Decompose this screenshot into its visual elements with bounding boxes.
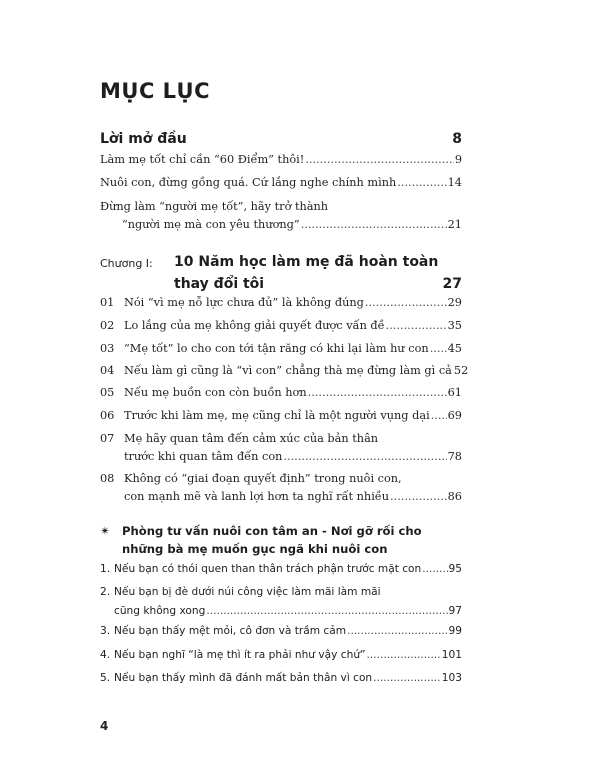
entry-title: Nói “vì mẹ nỗ lực chưa đủ” là không đúng — [124, 296, 364, 309]
toc-entry[interactable] — [100, 200, 462, 236]
entry-title-cont: “người mẹ mà con yêu thương” — [122, 218, 300, 231]
entry-number: 07 — [100, 432, 115, 445]
entry-page: 101 — [441, 649, 462, 661]
entry-page: 103 — [441, 672, 462, 684]
appendix-title-line2: những bà mẹ muốn gục ngã khi nuôi con — [122, 542, 388, 556]
entry-title: Đừng làm “người mẹ tốt”, hãy trở thành — [100, 200, 329, 213]
entry-page: 21 — [447, 218, 462, 231]
entry-title: “Mẹ tốt” lo cho con tới tận răng có khi lại làm hư con — [124, 342, 429, 355]
toc-entry[interactable] — [100, 563, 462, 582]
entry-title: Mẹ hãy quan tâm đến cảm xúc của bản thân — [124, 432, 379, 445]
appendix-title-line1: Phòng tư vấn nuôi con tâm an - Nơi gỡ rối cho — [122, 524, 422, 538]
entry-number: 08 — [100, 472, 115, 485]
entry-title: Nếu bạn bị đè dưới núi công việc làm mãi làm mãi — [114, 586, 381, 598]
entry-page: 95 — [448, 563, 462, 575]
entry-number: 1. — [100, 563, 111, 575]
entry-title: Làm mẹ tốt chỉ cần “60 Điểm” thôi! — [100, 153, 305, 166]
entry-title: Lo lắng của mẹ không giải quyết được vấn đề — [124, 319, 385, 332]
toc-entry[interactable] — [100, 472, 462, 508]
entry-page: 9 — [454, 153, 462, 166]
entry-number: 02 — [100, 319, 115, 332]
chapter-title-line1: 10 Năm học làm mẹ đã hoàn toàn — [174, 254, 439, 270]
entry-page: 35 — [447, 319, 462, 332]
leader-dots — [308, 386, 447, 399]
leader-dots — [386, 319, 447, 332]
entry-number: 01 — [100, 296, 115, 309]
page-number: 4 — [100, 719, 109, 733]
chapter-page: 27 — [442, 276, 462, 292]
leader-dots — [367, 649, 441, 661]
entry-number: 3. — [100, 625, 111, 637]
entry-title: Nếu bạn thấy mệt mỏi, cô đơn và trầm cảm — [114, 625, 347, 637]
toc-entry[interactable] — [100, 625, 462, 644]
toc-entry[interactable] — [100, 649, 462, 668]
entry-number: 5. — [100, 672, 111, 684]
entry-title: Nếu bạn nghĩ “là mẹ thì ít ra phải như vậy chứ” — [114, 649, 366, 661]
leader-dots — [431, 409, 447, 422]
entry-title-cont: con mạnh mẽ và lanh lợi hơn ta nghĩ rất nhiều — [124, 490, 390, 503]
leader-dots — [283, 450, 446, 463]
entry-title-cont: cũng không xong — [114, 605, 206, 617]
entry-number: 03 — [100, 342, 115, 355]
leader-dots — [422, 563, 447, 575]
leader-dots — [390, 490, 447, 503]
entry-title-cont: trước khi quan tâm đến con — [124, 450, 283, 463]
entry-page: 52 — [453, 364, 469, 377]
entry-number: 2. — [100, 586, 111, 598]
chapter-title-line2: thay đổi tôi — [174, 276, 265, 292]
entry-title: Nuôi con, đừng gồng quá. Cứ lắng nghe chính mình — [100, 176, 397, 189]
appendix-heading — [100, 522, 462, 558]
entry-page: 99 — [448, 625, 462, 637]
toc-entry[interactable] — [100, 296, 462, 314]
leader-dots — [301, 218, 447, 231]
entry-title: Nếu bạn có thói quen than thân trách phận trước mặt con — [114, 563, 422, 575]
toc-entry[interactable] — [100, 409, 462, 427]
entry-page: 14 — [447, 176, 462, 189]
entry-number: 05 — [100, 386, 115, 399]
entry-page: 69 — [447, 409, 462, 422]
page-title: MỤC LỤC — [100, 79, 211, 103]
toc-entry[interactable] — [100, 364, 469, 382]
toc-entry[interactable] — [100, 153, 462, 171]
leader-dots — [305, 153, 454, 166]
entry-number: 04 — [100, 364, 115, 377]
intro-heading — [100, 131, 462, 147]
entry-title: Nếu mẹ buồn con còn buồn hơn — [124, 386, 307, 399]
entry-page: 97 — [448, 605, 462, 617]
leader-dots — [397, 176, 446, 189]
entry-title: Trước khi làm mẹ, mẹ cũng chỉ là một người vụng dại — [124, 409, 430, 422]
leader-dots — [365, 296, 447, 309]
entry-title: Nếu bạn thấy mình đã đánh mất bản thân vì con — [114, 672, 373, 684]
leader-dots — [206, 605, 447, 617]
entry-page: 45 — [447, 342, 462, 355]
leader-dots — [430, 342, 447, 355]
toc-entry[interactable] — [100, 672, 462, 691]
entry-page: 78 — [447, 450, 462, 463]
intro-title: Lời mở đầu — [100, 131, 187, 147]
toc-entry[interactable] — [100, 342, 462, 360]
chapter-label: Chương I: — [100, 257, 153, 270]
toc-entry[interactable] — [100, 386, 462, 404]
leader-dots — [347, 625, 447, 637]
entry-number: 06 — [100, 409, 115, 422]
toc-entry[interactable] — [100, 586, 462, 624]
leader-dots — [373, 672, 441, 684]
toc-entry[interactable] — [100, 432, 462, 468]
entry-number: 4. — [100, 649, 111, 661]
star-icon: ✴ — [100, 524, 111, 538]
entry-page: 86 — [447, 490, 462, 503]
entry-title: Không có “giai đoạn quyết định” trong nuôi con, — [124, 472, 402, 485]
entry-page: 29 — [447, 296, 462, 309]
entry-title: Nếu làm gì cũng là “vì con” chẳng thà mẹ đừng làm gì cả — [124, 364, 452, 377]
toc-entry[interactable] — [100, 176, 462, 194]
entry-page: 61 — [447, 386, 462, 399]
toc-entry[interactable] — [100, 319, 462, 337]
intro-page: 8 — [452, 131, 462, 147]
